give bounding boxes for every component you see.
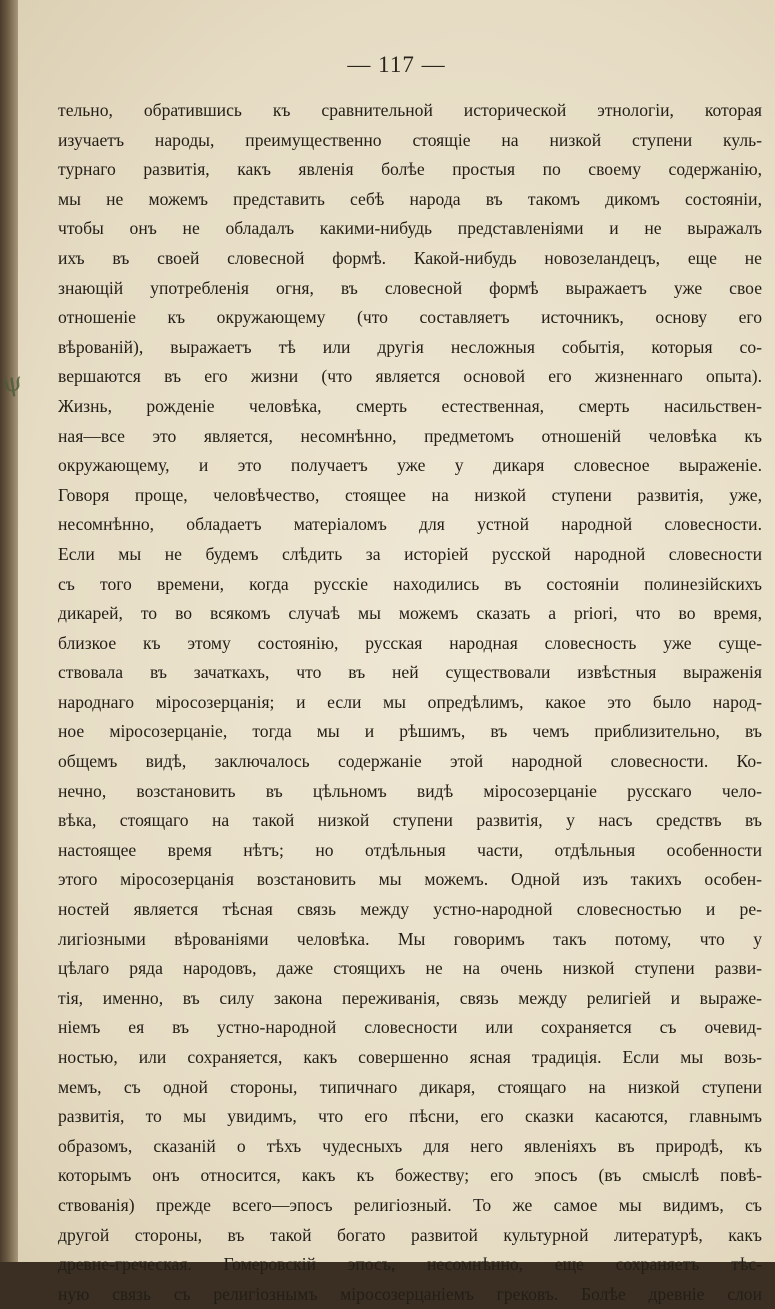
text-line: которымъ онъ относится, какъ къ божеству; его эпосъ (въ смыслѣ повѣ- [58, 1165, 762, 1186]
page-number: — 117 — [347, 52, 446, 77]
text-line: окружающему, и это получаетъ уже у дикаря словесное выраженіе. [58, 455, 762, 476]
book-binding-edge [0, 0, 18, 1262]
text-line: общемъ видѣ, заключалось содержаніе этой народной словесности. Ко- [58, 751, 762, 772]
text-line: отношеніе къ окружающему (что составляетъ источникъ, основу его [58, 307, 762, 328]
text-line: Жизнь, рожденіе человѣка, смерть естественная, смерть насильствен- [58, 395, 762, 416]
text-line: нечно, возстановить въ цѣльномъ видѣ міросозерцаніе русскаго чело- [58, 780, 762, 801]
text-line: ностью, или сохраняется, какъ совершенно ясная традиція. Если мы возь- [58, 1047, 762, 1067]
text-line: лигіозными вѣрованіями человѣка. Мы говоримъ такъ потому, что у [58, 928, 762, 949]
text-line: ностей является тѣсная связь между устно-народной словесностью и ре- [58, 899, 762, 920]
text-line: тія, именно, въ силу закона переживанія, связь между религіей и выраже- [58, 987, 762, 1008]
text-line: дикарей, то во всякомъ случаѣ мы можемъ сказать a priori, что во время, [58, 603, 762, 624]
text-line: ную связь съ религіознымъ міросозерцаніемъ грековъ. Болѣе древніе слои [58, 1283, 762, 1304]
text-line: народнаго міросозерцанія; и если мы опредѣлимъ, какое это было народ- [58, 691, 762, 712]
book-page [18, 0, 775, 1304]
text-line: вѣка, стоящаго на такой низкой ступени развитія, у насъ средствъ въ [58, 810, 762, 831]
text-line: вершаются въ его жизни (что является основой его жизненнаго опыта). [58, 366, 762, 387]
text-line: древне-греческая. Гомеровскій эпосъ, несомнѣнно, еще сохраняетъ тѣс- [58, 1254, 762, 1275]
text-line: знающій употребленія огня, въ словесной формѣ выражаетъ уже свое [58, 277, 762, 298]
text-line: цѣлаго ряда народовъ, даже стоящихъ не на очень низкой ступени разви- [58, 958, 762, 979]
text-line: чтобы онъ не обладалъ какими-нибудь представленіями и не выражалъ [58, 218, 762, 239]
text-line: мемъ, съ одной стороны, типичнаго дикаря, стоящаго на низкой ступени [58, 1076, 762, 1097]
text-line: ное міросозерцаніе, тогда мы и рѣшимъ, въ чемъ приблизительно, въ [58, 721, 762, 742]
text-line: ихъ въ своей словесной формѣ. Какой-нибудь новозеландецъ, еще не [58, 247, 762, 268]
text-line: ная—все это является, несомнѣнно, предметомъ отношеній человѣка къ [58, 425, 762, 446]
text-line: турнаго развитія, какъ явленія болѣе простыя по своему содержанію, [58, 159, 762, 180]
text-line: ствованія) прежде всего—эпосъ религіозный. То же самое мы видимъ, съ [58, 1194, 762, 1215]
text-line: близкое къ этому состоянію, русская народная словесность уже суще- [58, 632, 762, 653]
text-line: тельно, обратившись къ сравнительной исторической этнологіи, которая [58, 100, 762, 120]
text-line: несомнѣнно, обладаетъ матеріаломъ для устной народной словесности. [58, 514, 762, 535]
margin-pencil-mark: ψ [0, 366, 25, 400]
text-line: съ того времени, когда русскіе находились въ состояніи полинезійскихъ [58, 573, 762, 594]
text-line: этого міросозерцанія возстановить мы можемъ. Одной изъ такихъ особен- [58, 869, 762, 890]
text-line: настоящее время нѣтъ; но отдѣльныя части, отдѣльныя особенности [58, 839, 762, 860]
text-line: вѣрованій), выражаетъ тѣ или другія несложныя событія, которыя со- [58, 336, 762, 357]
body-text [58, 96, 762, 1309]
text-line: другой стороны, въ такой богато развитой культурной литературѣ, какъ [58, 1224, 762, 1245]
text-line: Если мы не будемъ слѣдить за исторіей русской народной словесности [58, 543, 762, 564]
text-line: Говоря проще, человѣчество, стоящее на низкой ступени развитія, уже, [58, 484, 762, 505]
text-line: мы не можемъ представить себѣ народа въ такомъ дикомъ состояніи, [58, 188, 762, 209]
text-line: ствовала въ зачаткахъ, что въ ней существовали извѣстныя выраженія [58, 662, 762, 683]
text-line: изучаетъ народы, преимущественно стоящіе на низкой ступени куль- [58, 129, 762, 150]
text-line: развитія, то мы увидимъ, что его пѣсни, его сказки касаются, главнымъ [58, 1106, 762, 1127]
text-line: ніемъ ея въ устно-народной словесности или сохраняется съ очевид- [58, 1017, 762, 1038]
text-line: образомъ, сказаній о тѣхъ чудесныхъ для него явленіяхъ въ природѣ, къ [58, 1135, 762, 1156]
